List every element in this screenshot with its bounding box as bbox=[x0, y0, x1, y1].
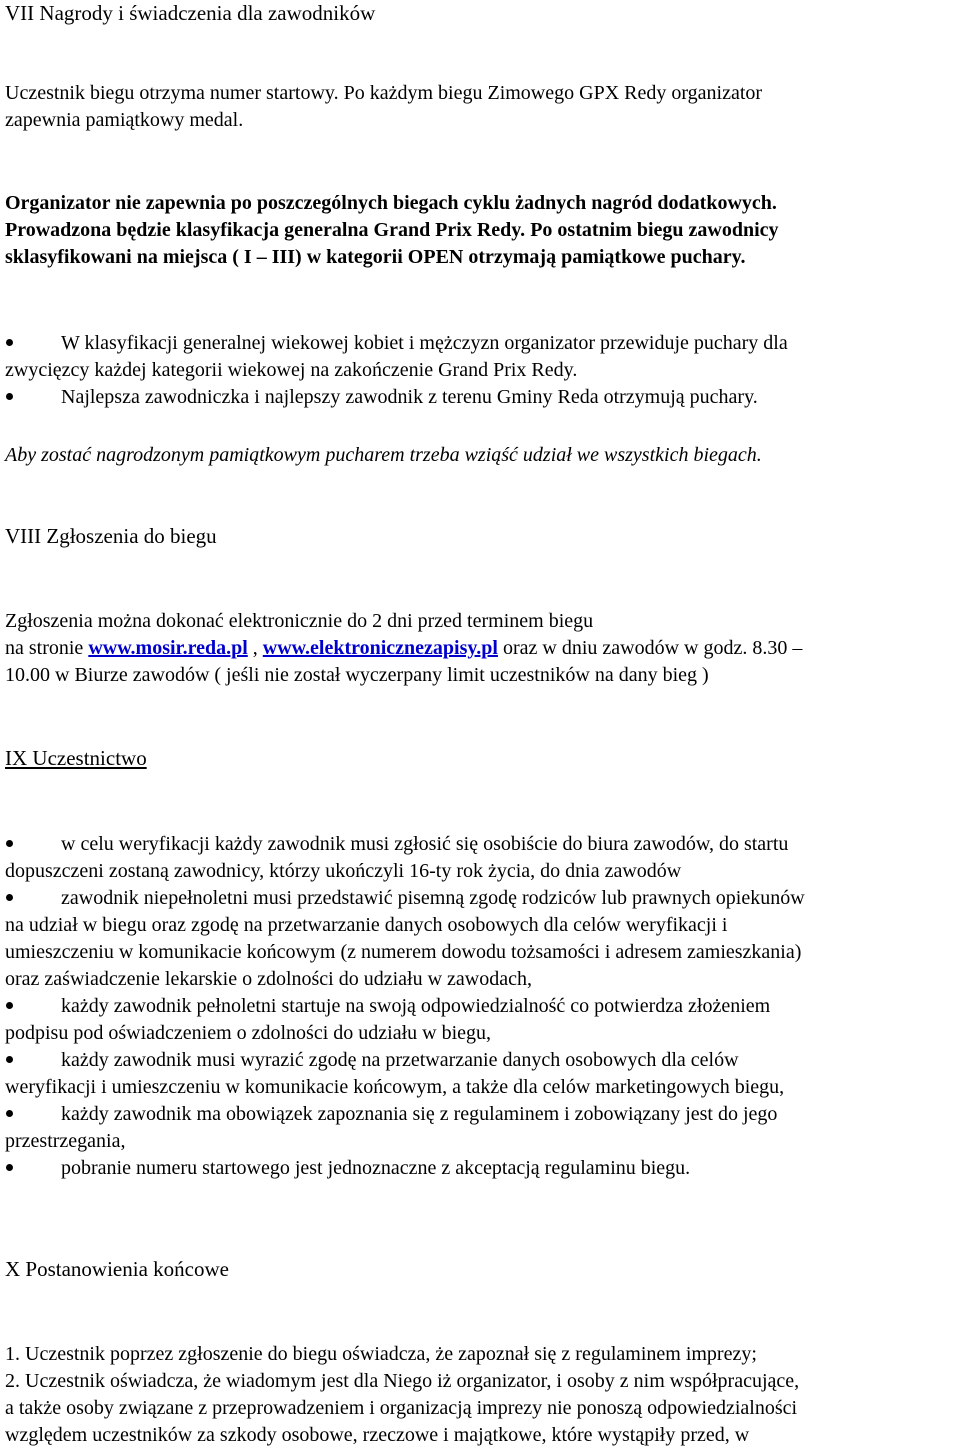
text-line: podpisu pod oświadczeniem o zdolności do udziału w biegu, bbox=[5, 1022, 492, 1044]
list-item bbox=[5, 1101, 958, 1155]
section-7-paragraph-2 bbox=[5, 190, 958, 271]
text-run: w celu weryfikacji każdy zawodnik musi zgłosić się osobiście do biura zawodów, do startu bbox=[61, 833, 789, 855]
text-line bbox=[5, 993, 958, 1020]
text-line bbox=[5, 1047, 958, 1074]
text-line bbox=[5, 831, 958, 858]
text-run: W klasyfikacji generalnej wiekowej kobiet i mężczyzn organizator przewiduje puchary dla bbox=[61, 332, 788, 354]
text-run: zawodnik niepełnoletni musi przedstawić pisemną zgodę rodziców lub prawnych opiekunów bbox=[61, 887, 805, 909]
text-line bbox=[5, 384, 958, 411]
bullet-icon bbox=[6, 894, 13, 901]
text-line: sklasyfikowani na miejsca ( I – III) w kategorii OPEN otrzymają pamiątkowe puchary. bbox=[5, 246, 746, 268]
text-line bbox=[5, 217, 958, 244]
section-9-bullet-list bbox=[5, 831, 958, 1182]
text-line: względem uczestników za szkody osobowe, rzeczowe i majątkowe, które wystąpiły przed, w bbox=[5, 1424, 750, 1446]
text-line bbox=[5, 330, 958, 357]
text-run: każdy zawodnik musi wyrazić zgodę na przetwarzanie danych osobowych dla celów bbox=[61, 1049, 739, 1071]
text-line: na udział w biegu oraz zgodę na przetwarzanie danych osobowych dla celów weryfikacji i bbox=[5, 914, 728, 936]
list-item bbox=[5, 384, 958, 411]
section-8-heading: VIII Zgłoszenia do biegu bbox=[5, 524, 217, 548]
bullet-icon bbox=[6, 1002, 13, 1009]
text-line: zwycięzcy każdej kategorii wiekowej na zakończenie Grand Prix Redy. bbox=[5, 359, 578, 381]
bullet-icon bbox=[6, 1056, 13, 1063]
section-7-paragraph-1 bbox=[5, 80, 958, 134]
text-line: Zgłoszenia można dokonać elektronicznie do 2 dni przed terminem biegu bbox=[5, 610, 594, 632]
text-run: Po ostatnim biegu zawodnicy bbox=[530, 219, 779, 241]
text-line bbox=[5, 885, 958, 912]
text-line bbox=[5, 1155, 958, 1182]
bullet-icon bbox=[6, 1110, 13, 1117]
text-line: a także osoby związane z przeprowadzeniem i organizacją imprezy nie ponoszą odpowiedzialności bbox=[5, 1397, 798, 1419]
text-line: zapewnia pamiątkowy medal. bbox=[5, 109, 244, 131]
text-line: Uczestnik biegu otrzyma numer startowy. Po każdym biegu Zimowego GPX Redy organizator bbox=[5, 82, 763, 104]
list-item bbox=[5, 1155, 958, 1182]
bullet-icon bbox=[6, 393, 13, 400]
text-run: oraz w dniu zawodów w godz. 8.30 – bbox=[497, 637, 803, 659]
text-line: weryfikacji i umieszczeniu w komunikacie końcowym, a także dla celów marketingowych biegu, bbox=[5, 1076, 785, 1098]
list-item bbox=[5, 330, 958, 384]
list-item bbox=[5, 831, 958, 885]
text-line: 10.00 w Biurze zawodów ( jeśli nie został wyczerpany limit uczestników na dany bieg ) bbox=[5, 664, 709, 686]
text-line: oraz zaświadczenie lekarskie o zdolności do udziału w zawodach, bbox=[5, 968, 532, 990]
text-line: umieszczeniu w komunikacie końcowym (z numerem dowodu tożsamości i adresem zamieszkania) bbox=[5, 941, 802, 963]
elektronicznezapisy-link[interactable]: www.elektronicznezapisy.pl bbox=[262, 637, 498, 659]
text-line bbox=[5, 1101, 958, 1128]
mosir-link[interactable]: www.mosir.reda.pl bbox=[88, 637, 248, 659]
bullet-icon bbox=[6, 840, 13, 847]
section-10-heading: X Postanowienia końcowe bbox=[5, 1257, 229, 1281]
section-7-italic-note: Aby zostać nagrodzonym pamiątkowym pucharem trzeba wziąść udział we wszystkich biegach. bbox=[5, 444, 762, 466]
section-8-body bbox=[5, 608, 958, 689]
text-line: Organizator nie zapewnia po poszczególnych biegach cyklu żadnych nagród dodatkowych. bbox=[5, 192, 777, 214]
section-9-heading: IX Uczestnictwo bbox=[5, 746, 147, 770]
section-7-heading: VII Nagrody i świadczenia dla zawodników bbox=[5, 1, 376, 25]
section-10-body bbox=[5, 1341, 958, 1449]
text-run: na stronie bbox=[5, 637, 89, 659]
list-item bbox=[5, 993, 958, 1047]
text-run: każdy zawodnik pełnoletni startuje na swoją odpowiedzialność co potwierdza złożeniem bbox=[61, 995, 771, 1017]
list-item bbox=[5, 1047, 958, 1101]
section-7-bullet-list bbox=[5, 330, 958, 411]
text-line: 1. Uczestnik poprzez zgłoszenie do biegu oświadcza, że zapoznał się z regulaminem imprezy; bbox=[5, 1343, 757, 1365]
text-line bbox=[5, 635, 958, 662]
bullet-icon bbox=[6, 339, 13, 346]
text-run: Najlepsza zawodniczka i najlepszy zawodnik z terenu Gminy Reda otrzymują puchary. bbox=[61, 386, 758, 408]
text-line: przestrzegania, bbox=[5, 1130, 126, 1152]
text-run: , bbox=[247, 637, 263, 659]
text-run: każdy zawodnik ma obowiązek zapoznania się z regulaminem i zobowiązany jest do jego bbox=[61, 1103, 778, 1125]
text-line: dopuszczeni zostaną zawodnicy, którzy ukończyli 16-ty rok życia, do dnia zawodów bbox=[5, 860, 682, 882]
list-item bbox=[5, 885, 958, 993]
bullet-icon bbox=[6, 1164, 13, 1171]
text-line: 2. Uczestnik oświadcza, że wiadomym jest dla Niego iż organizator, i osoby z nim współpracujące, bbox=[5, 1370, 800, 1392]
text-run: pobranie numeru startowego jest jednoznaczne z akceptacją regulaminu biegu. bbox=[61, 1157, 691, 1179]
text-run: Prowadzona będzie klasyfikacja generalna Grand Prix Redy. bbox=[5, 219, 526, 241]
